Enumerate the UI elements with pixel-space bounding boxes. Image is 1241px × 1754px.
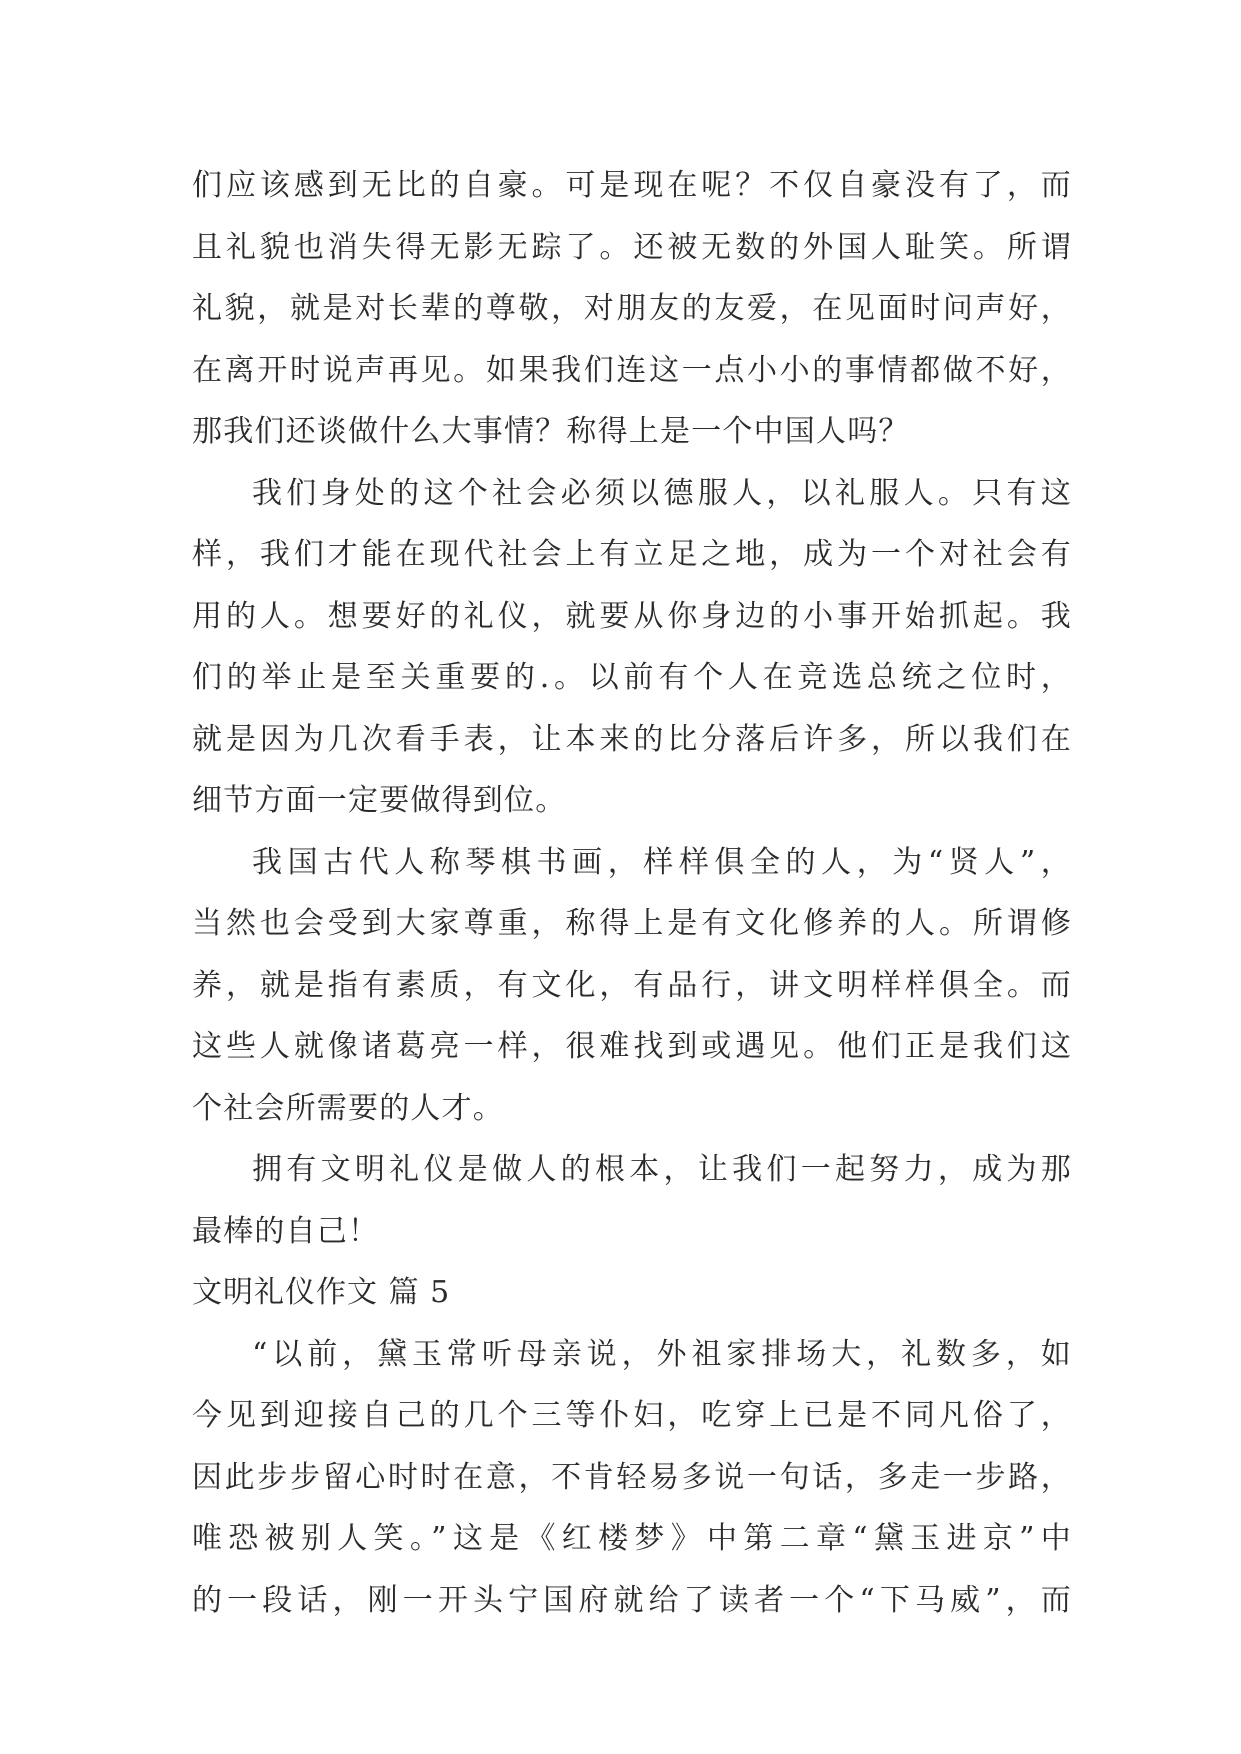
paragraph — [192, 463, 1072, 832]
text-line: 唯恐被别人笑。”这是《红楼梦》中第二章“黛玉进京”中 — [192, 1521, 1072, 1556]
text-line: 就是因为几次看手表，让本来的比分落后许多，所以我们在 — [192, 721, 1072, 757]
text-line: 因此步步留心时时在意，不肯轻易多说一句话，多走一步路， — [192, 1459, 1072, 1495]
paragraph — [192, 1324, 1072, 1632]
text-line: 个社会所需要的人才。 — [192, 1090, 504, 1126]
text-line: 用的人。想要好的礼仪，就要从你身边的小事开始抓起。我 — [192, 598, 1072, 634]
text-line: 礼貌，就是对长辈的尊敬，对朋友的友爱，在见面时问声好， — [192, 291, 1072, 326]
paragraph — [192, 155, 1072, 463]
text-line: 今见到迎接自己的几个三等仆妇，吃穿上已是不同凡俗了， — [192, 1398, 1072, 1433]
text-line: 且礼貌也消失得无影无踪了。还被无数的外国人耻笑。所谓 — [192, 229, 1072, 265]
paragraph — [192, 1139, 1072, 1262]
text-line: 我们身处的这个社会必须以德服人，以礼服人。只有这 — [252, 475, 1072, 511]
text-line: 们应该感到无比的自豪。可是现在呢？不仅自豪没有了，而 — [192, 168, 1072, 203]
text-line: 在离开时说声再见。如果我们连这一点小小的事情都做不好， — [192, 352, 1072, 388]
text-line: 的一段话，刚一开头宁国府就给了读者一个“下马威”，而 — [192, 1582, 1072, 1618]
document-body — [192, 155, 1072, 1631]
text-line: 最棒的自己！ — [192, 1213, 380, 1249]
text-line: 那我们还谈做什么大事情？称得上是一个中国人吗？ — [192, 414, 910, 449]
text-line: 这些人就像诸葛亮一样，很难找到或遇见。他们正是我们这 — [192, 1029, 1072, 1064]
text-line: 拥有文明礼仪是做人的根本，让我们一起努力，成为那 — [252, 1152, 1072, 1187]
text-line: 养，就是指有素质，有文化，有品行，讲文明样样俱全。而 — [192, 967, 1072, 1003]
text-line: “以前，黛玉常听母亲说，外祖家排场大，礼数多，如 — [252, 1336, 1072, 1372]
text-line: 样，我们才能在现代社会上有立足之地，成为一个对社会有 — [192, 537, 1072, 572]
text-line: 我国古代人称琴棋书画，样样俱全的人，为“贤人”， — [252, 844, 1072, 880]
text-line: 细节方面一定要做得到位。 — [192, 783, 567, 818]
section-heading: 文明礼仪作文 篇 5 — [192, 1275, 451, 1310]
paragraph — [192, 832, 1072, 1140]
text-line: 们的举止是至关重要的.。以前有个人在竞选总统之位时， — [192, 660, 1072, 695]
text-line: 当然也会受到大家尊重，称得上是有文化修养的人。所谓修 — [192, 906, 1072, 941]
